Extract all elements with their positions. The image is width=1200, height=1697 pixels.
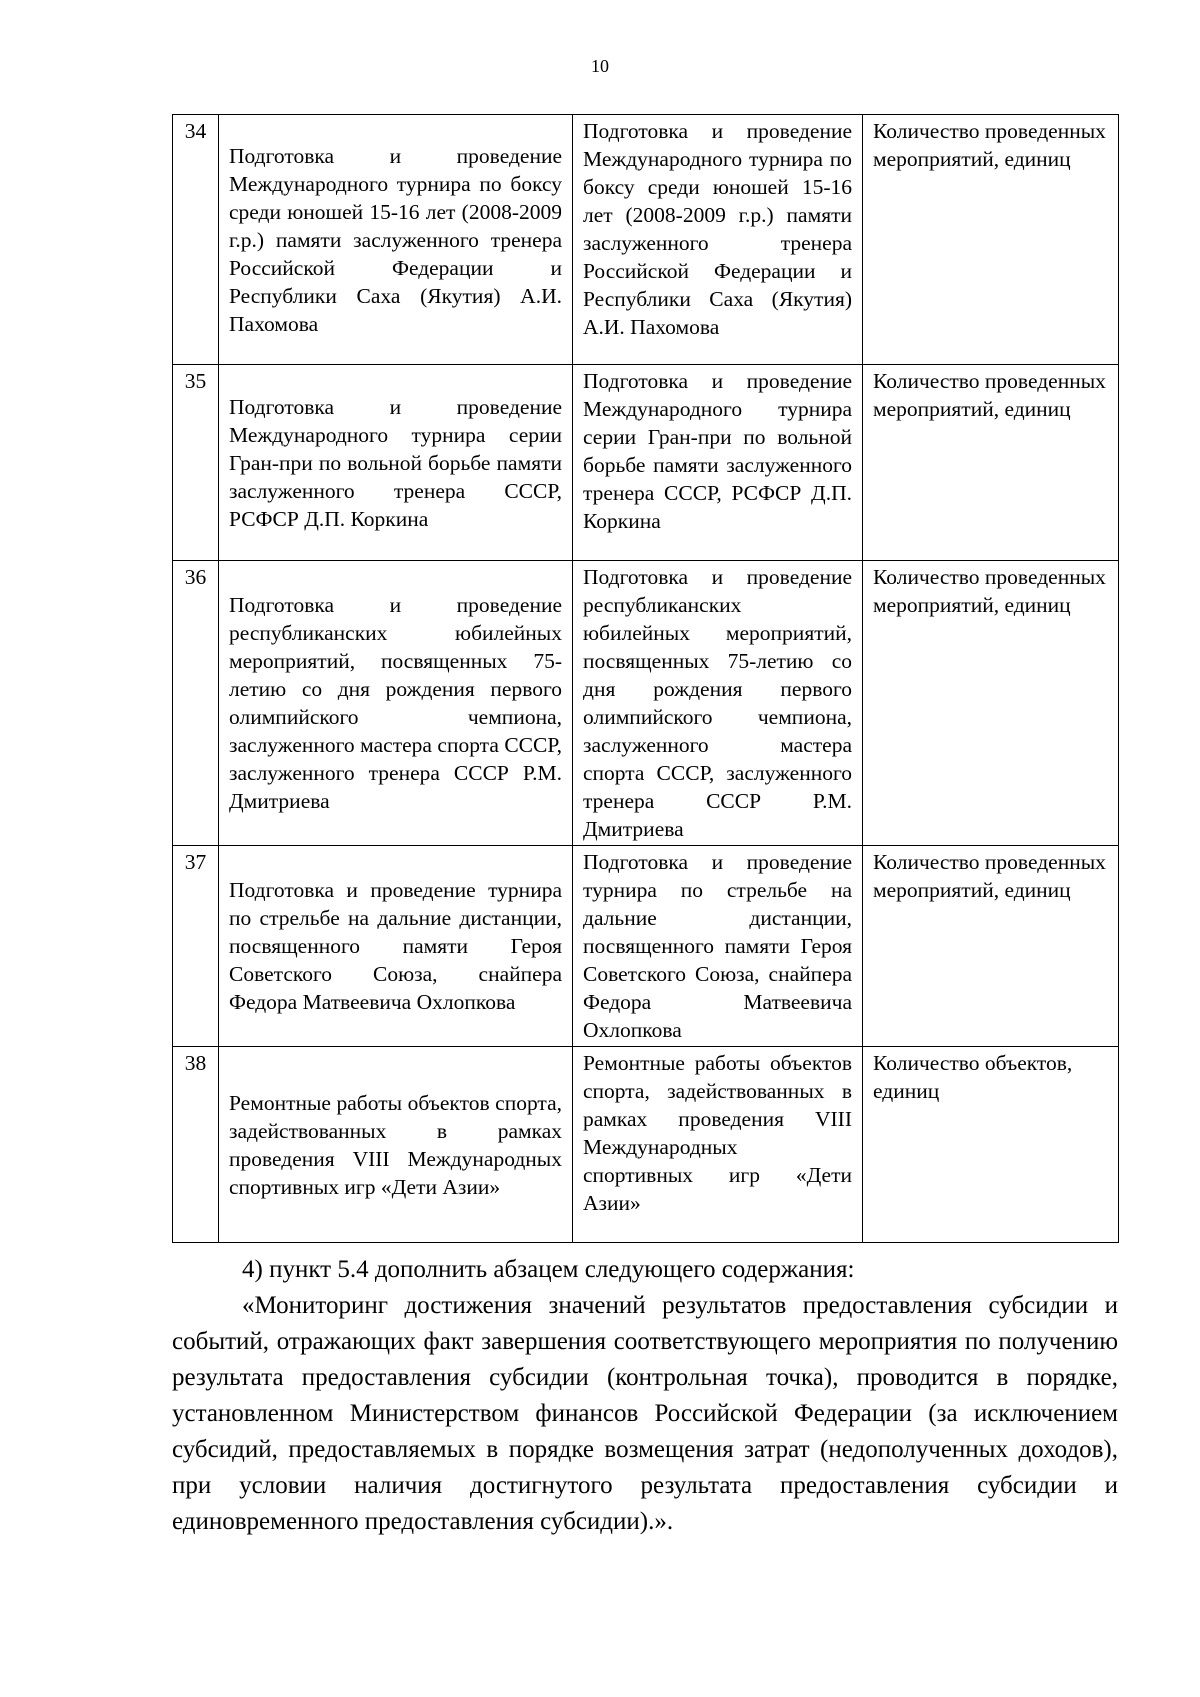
row-number: 37 xyxy=(173,846,219,1047)
row-number: 38 xyxy=(173,1047,219,1243)
event-name-cell xyxy=(219,561,573,846)
event-name: Подготовка и проведение Международного турнира по боксу среди юношей 15-16 лет (2008-2009 г.р.) памяти заслуженного тренера Российской Федерации и Республики Саха (Якутия) А.И. Пахомова xyxy=(229,143,562,336)
result-name-cell xyxy=(573,1047,863,1243)
table-row xyxy=(173,846,1119,1047)
unit-cell xyxy=(863,115,1119,365)
event-name: Подготовка и проведение республиканских юбилейных мероприятий, посвященных 75-летию со дня рождения первого олимпийского чемпиона, заслуженного мастера спорта СССР, заслуженного тренера СССР Р.М. Дмитриева xyxy=(229,593,562,813)
unit-cell xyxy=(863,1047,1119,1243)
result-name: Ремонтные работы объектов спорта, задействованных в рамках проведения VIII Международных спортивных игр «Дети Азии» xyxy=(583,1051,852,1215)
result-name-cell xyxy=(573,561,863,846)
result-name-cell xyxy=(573,846,863,1047)
result-name-cell xyxy=(573,115,863,365)
unit-text: Количество объектов, единиц xyxy=(873,1051,1073,1103)
event-name: Ремонтные работы объектов спорта, задействованных в рамках проведения VIII Международных спортивных игр «Дети Азии» xyxy=(229,1090,562,1199)
result-name: Подготовка и проведение Международного турнира серии Гран-при по вольной борьбе памяти заслуженного тренера СССР, РСФСР Д.П. Коркина xyxy=(583,369,852,533)
unit-cell xyxy=(863,365,1119,561)
result-name: Подготовка и проведение Международного турнира по боксу среди юношей 15-16 лет (2008-2009 г.р.) памяти заслуженного тренера Российской Федерации и Республики Саха (Якутия) А.И. Пахомова xyxy=(583,119,852,339)
unit-cell xyxy=(863,846,1119,1047)
result-name: Подготовка и проведение турнира по стрельбе на дальние дистанции, посвященного памяти Героя Советского Союза, снайпера Федора Матвеевича Охлопкова xyxy=(583,850,852,1042)
result-name: Подготовка и проведение республиканских юбилейных мероприятий, посвященных 75-летию со дня рождения первого олимпийского чемпиона, заслуженного мастера спорта СССР, заслуженного тренера СССР Р.М. Дмитриева xyxy=(583,565,852,841)
row-number: 35 xyxy=(173,365,219,561)
table-row xyxy=(173,1047,1119,1243)
body-text xyxy=(172,1252,1118,1540)
event-name-cell xyxy=(219,846,573,1047)
table-row xyxy=(173,365,1119,561)
table-row xyxy=(173,561,1119,846)
event-name-cell xyxy=(219,365,573,561)
unit-text: Количество проведенных мероприятий, единиц xyxy=(873,565,1106,617)
unit-cell xyxy=(863,561,1119,846)
event-name-cell xyxy=(219,115,573,365)
page-number: 10 xyxy=(591,56,609,76)
unit-text: Количество проведенных мероприятий, единиц xyxy=(873,119,1106,171)
results-table xyxy=(172,114,1119,1243)
event-name: Подготовка и проведение турнира по стрельбе на дальние дистанции, посвященного памяти Героя Советского Союза, снайпера Федора Матвеевича Охлопкова xyxy=(229,878,562,1014)
result-name-cell xyxy=(573,365,863,561)
row-number: 34 xyxy=(173,115,219,365)
table-row xyxy=(173,115,1119,365)
monitoring-paragraph: «Мониторинг достижения значений результатов предоставления субсидии и событий, отражающих факт завершения соответствующего мероприятия по получению результата предоставления субсидии (контрольная точка), проводится в порядке, установленном Министерством финансов Российской Федерации (за исключением субсидий, предоставляемых в порядке возмещения затрат (недополученных доходов), при условии наличия достигнутого результата предоставления субсидии и единовременного предоставления субсидии).». xyxy=(172,1292,1118,1535)
row-number: 36 xyxy=(173,561,219,846)
unit-text: Количество проведенных мероприятий, единиц xyxy=(873,369,1106,421)
amendment-paragraph: 4) пункт 5.4 дополнить абзацем следующего содержания: xyxy=(242,1256,855,1283)
unit-text: Количество проведенных мероприятий, единиц xyxy=(873,850,1106,902)
event-name: Подготовка и проведение Международного турнира серии Гран-при по вольной борьбе памяти заслуженного тренера СССР, РСФСР Д.П. Коркина xyxy=(229,394,562,531)
event-name-cell xyxy=(219,1047,573,1243)
